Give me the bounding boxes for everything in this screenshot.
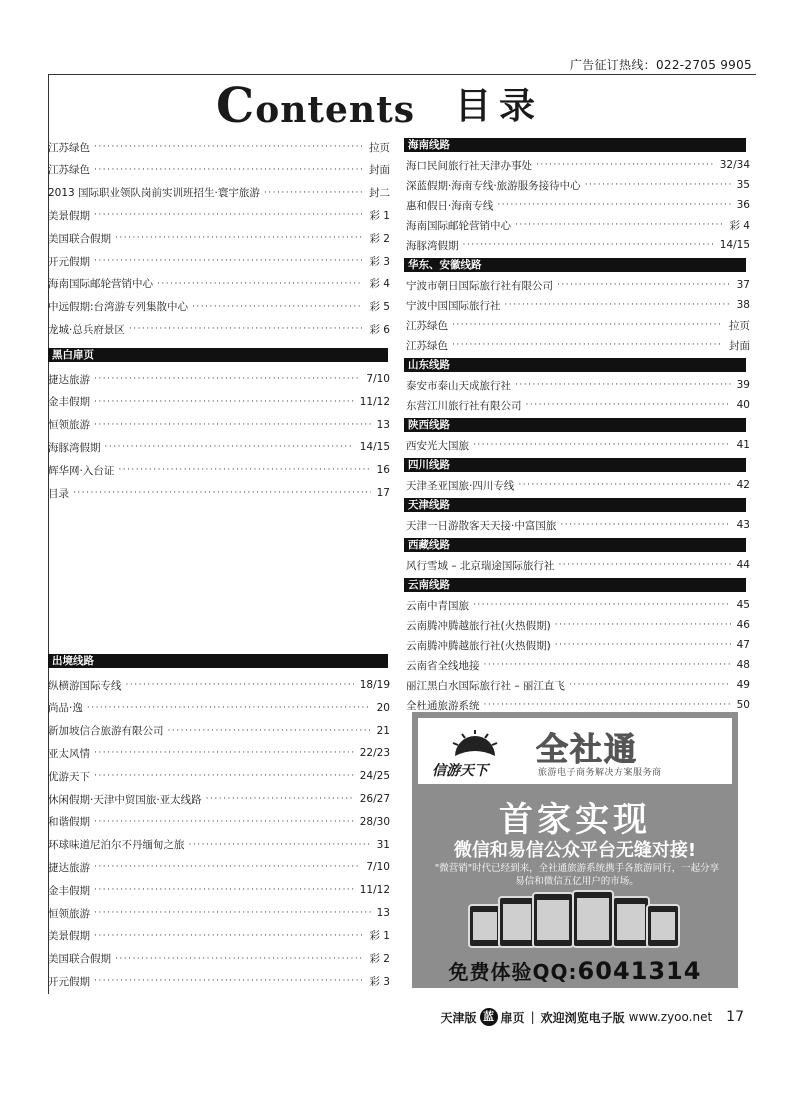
entry-title: 恒领旅游 (48, 419, 90, 432)
dot-leader (555, 639, 731, 651)
entry-title: 和谐假期 (48, 816, 90, 829)
dot-leader (505, 299, 731, 311)
toc-entry[interactable] (48, 722, 390, 740)
dot-leader (94, 141, 363, 153)
entry-title: 金丰假期 (48, 396, 90, 409)
entry-title: 美国联合假期 (48, 953, 111, 966)
entry-title: 惠和假日·海南专线 (406, 199, 494, 212)
dot-leader (129, 323, 364, 335)
sun-logo-icon (450, 728, 500, 758)
entry-title: 江苏绿色 (406, 319, 448, 332)
entry-page: 47 (736, 639, 750, 651)
toc-entry[interactable] (48, 744, 390, 762)
dot-leader (555, 619, 731, 631)
dot-leader (264, 187, 363, 199)
section-header: 云南线路 (404, 578, 746, 592)
entry-page: 拉页 (369, 141, 390, 154)
toc-entry[interactable] (406, 396, 750, 414)
brand-subtitle: 旅游电子商务解决方案服务商 (538, 768, 662, 778)
entry-title: 风行雪域 – 北京瑞途国际旅行社 (406, 559, 555, 572)
toc-entry[interactable] (48, 790, 390, 808)
entry-page: 26/27 (359, 793, 390, 805)
entry-page: 11/12 (359, 395, 390, 408)
toc-entry[interactable] (48, 275, 390, 293)
dot-leader (536, 159, 714, 171)
toc-entry[interactable] (48, 320, 390, 338)
dot-leader (585, 179, 731, 191)
toc-entry[interactable] (48, 252, 390, 270)
entry-title: 江苏绿色 (406, 339, 448, 352)
entry-title: 开元假期 (48, 255, 90, 268)
entry-page: 彩 1 (369, 930, 390, 943)
section-header: 出境线路 (48, 654, 388, 668)
phone-image (468, 904, 502, 948)
entry-title: 天津一日游散客天天接·中富国旅 (406, 519, 557, 532)
free-trial-qq (412, 956, 738, 985)
section-header: 四川线路 (404, 458, 746, 472)
dot-leader (94, 419, 371, 431)
entry-title: 捷达旅游 (48, 373, 90, 386)
page-footer (441, 1008, 744, 1026)
ad-headline-2: 微信和易信公众平台无缝对接! (453, 840, 697, 861)
page-number: 17 (726, 1009, 744, 1025)
dot-leader (157, 278, 363, 290)
dot-leader (94, 975, 363, 987)
entry-page: 43 (736, 519, 750, 531)
brand-name: 全社通 (536, 730, 639, 768)
dot-leader (126, 679, 354, 691)
entry-page: 彩 4 (729, 219, 750, 232)
dot-leader (94, 255, 363, 267)
entry-title: 优游天下 (48, 770, 90, 783)
entry-title: 恒领旅游 (48, 907, 90, 920)
dot-leader (560, 519, 730, 531)
dot-leader (94, 396, 354, 408)
entry-title: 美景假期 (48, 930, 90, 943)
entry-page: 35 (736, 179, 750, 191)
dot-leader (452, 339, 723, 351)
dot-leader (94, 884, 354, 896)
entry-title: 江苏绿色 (48, 164, 90, 177)
section-header: 海南线路 (404, 138, 746, 152)
entry-page: 7/10 (366, 373, 390, 385)
entry-page: 11/12 (359, 884, 390, 897)
section-header: 西藏线路 (404, 538, 746, 552)
toc-entry[interactable] (48, 927, 390, 945)
toc-entry[interactable] (406, 476, 750, 494)
dot-leader (73, 487, 371, 499)
entry-page: 44 (736, 559, 750, 571)
dot-leader (168, 725, 371, 737)
dot-leader (87, 702, 371, 714)
dot-leader (484, 659, 731, 671)
dot-leader (115, 953, 363, 965)
entry-page: 彩 1 (369, 209, 390, 222)
toc-entry[interactable] (406, 376, 750, 394)
page-title (216, 78, 544, 134)
section-label: 扉页 (500, 1010, 525, 1025)
toc-entry[interactable] (48, 881, 390, 899)
entry-title: 海南国际邮轮营销中心 (48, 278, 153, 291)
toc-entry[interactable] (406, 596, 750, 614)
dot-leader (452, 319, 723, 331)
phone-image (612, 896, 650, 948)
entry-page: 彩 3 (369, 975, 390, 988)
toc-entry[interactable] (406, 636, 750, 654)
entry-page: 28/30 (359, 815, 390, 828)
phone-screenshots (468, 890, 682, 948)
entry-page: 45 (736, 599, 750, 611)
entry-title: 天津圣亚国旅·四川专线 (406, 479, 515, 492)
title-cap: C (216, 78, 256, 134)
dot-leader (115, 232, 363, 244)
entry-title: 全杜通旅游系统 (406, 699, 480, 712)
top-rule (48, 74, 756, 75)
ad-header (418, 718, 732, 784)
toc-entry[interactable] (48, 484, 390, 502)
entry-page: 彩 2 (369, 953, 390, 966)
entry-page: 38 (736, 299, 750, 311)
toc-entry[interactable] (406, 616, 750, 634)
entry-title: 云南腾冲腾越旅行社(火热假期) (406, 639, 551, 652)
entry-page: 封面 (729, 339, 750, 352)
dot-leader (497, 199, 730, 211)
title-english (216, 78, 415, 134)
entry-page: 24/25 (359, 770, 390, 783)
entry-page: 46 (736, 619, 750, 631)
qq-number: 6041314 (577, 957, 702, 985)
entry-title: 海豚湾假期 (406, 239, 459, 252)
entry-page: 22/23 (359, 747, 390, 760)
entry-title: 美景假期 (48, 209, 90, 222)
dot-leader (473, 439, 731, 451)
toc-entry[interactable] (406, 556, 750, 574)
entry-page: 21 (376, 724, 390, 737)
toc-entry[interactable] (48, 370, 390, 388)
dot-leader (569, 679, 731, 691)
entry-title: 深蓝假期·海南专线·旅游服务接待中心 (406, 179, 581, 192)
dot-leader (473, 599, 731, 611)
dot-leader (94, 930, 363, 942)
title-rest: ontents (255, 89, 415, 131)
entry-page: 彩 3 (369, 255, 390, 268)
dot-leader (484, 699, 731, 711)
toc-entry[interactable] (48, 416, 390, 434)
entry-page: 16 (376, 464, 390, 477)
toc-entry[interactable] (48, 676, 390, 694)
dot-leader (118, 464, 370, 476)
xinyou-logo (428, 726, 524, 778)
entry-page: 7/10 (366, 861, 390, 874)
ad-hotline: 广告征订热线：022-2705 9905 (569, 58, 752, 72)
toc-entry[interactable] (406, 336, 750, 354)
entry-page: 50 (736, 699, 750, 711)
entry-title: 环球味道尼泊尔不丹缅甸之旅 (48, 839, 185, 852)
toc-entry[interactable] (48, 461, 390, 479)
dot-leader (463, 239, 714, 251)
entry-title: 海口民间旅行社天津办事处 (406, 159, 532, 172)
entry-title: 休闲假期·天津中贸国旅·亚太线路 (48, 793, 202, 806)
toc-entry[interactable] (48, 904, 390, 922)
dot-leader (94, 907, 371, 919)
entry-page: 17 (376, 487, 390, 499)
phone-image (646, 904, 680, 948)
entry-title: 辉华网·入台证 (48, 464, 115, 477)
toc-entry[interactable] (48, 972, 390, 990)
toc-entry[interactable] (48, 950, 390, 968)
toc-entry[interactable] (48, 813, 390, 831)
entry-page: 拉页 (729, 319, 750, 332)
dot-leader (94, 747, 354, 759)
entry-page: 42 (736, 479, 750, 491)
entry-page: 41 (736, 439, 750, 451)
entry-title: 新加坡信合旅游有限公司 (48, 725, 164, 738)
toc-entry[interactable] (48, 298, 390, 316)
entry-page: 32/34 (719, 159, 750, 171)
entry-title: 丽江黑白水国际旅行社 – 丽江直飞 (406, 679, 565, 692)
edition-badge: 蓝 (480, 1008, 498, 1026)
entry-title: 捷达旅游 (48, 861, 90, 874)
toc-entry[interactable] (48, 393, 390, 411)
entry-title: 西安光大国旅 (406, 439, 469, 452)
entry-title: 开元假期 (48, 975, 90, 988)
entry-page: 39 (736, 379, 750, 391)
entry-page: 49 (736, 679, 750, 691)
entry-title: 金丰假期 (48, 884, 90, 897)
entry-page: 36 (736, 199, 750, 211)
entry-title: 中远假期:台湾游专列集散中心 (48, 301, 189, 314)
dot-leader (94, 770, 354, 782)
entry-page: 彩 5 (369, 301, 390, 314)
toc-entry[interactable] (48, 161, 390, 179)
entry-page: 14/15 (359, 441, 390, 454)
entry-title: 江苏绿色 (48, 141, 90, 154)
dot-leader (518, 479, 730, 491)
ad-headline: 首家实现 (499, 800, 651, 840)
entry-title: 龙城·总兵府景区 (48, 323, 125, 336)
entry-page: 彩 2 (369, 232, 390, 245)
dot-leader (557, 279, 731, 291)
entry-page: 13 (376, 907, 390, 919)
entry-title: 美国联合假期 (48, 232, 111, 245)
toc-entry[interactable] (406, 276, 750, 294)
phone-image (572, 890, 614, 948)
entry-title: 云南中青国旅 (406, 599, 469, 612)
free-label: 免费体验QQ: (448, 960, 578, 984)
dot-leader (558, 559, 730, 571)
section-header: 天津线路 (404, 498, 746, 512)
toc-entry[interactable] (48, 184, 390, 202)
toc-entry[interactable] (406, 176, 750, 194)
section-header: 陕西线路 (404, 418, 746, 432)
entry-title: 海南国际邮轮营销中心 (406, 219, 511, 232)
dot-leader (515, 379, 731, 391)
toc-entry[interactable] (48, 767, 390, 785)
toc-entry[interactable] (48, 438, 390, 456)
toc-entry[interactable] (48, 836, 390, 854)
entry-title: 2013 国际职业领队岗前实训班招生·寰宇旅游 (48, 187, 260, 200)
toc-entry[interactable] (406, 316, 750, 334)
toc-entry[interactable] (48, 206, 390, 224)
entry-title: 泰安市泰山天成旅行社 (406, 379, 511, 392)
dot-leader (515, 219, 723, 231)
toc-entry[interactable] (406, 296, 750, 314)
dot-leader (94, 861, 360, 873)
dot-leader (94, 209, 363, 221)
dot-leader (192, 301, 363, 313)
ad-body-text: "微营销"时代已经到来，全社通旅游系统携手各旅游同行，一起分享易信和微信五亿用户的市场。 (434, 863, 720, 887)
entry-title: 东营江川旅行社有限公司 (406, 399, 522, 412)
edition-label: 天津版 (440, 1010, 477, 1025)
entry-page: 20 (376, 701, 390, 714)
entry-page: 14/15 (719, 239, 750, 251)
entry-title: 目录 (48, 487, 69, 500)
toc-entry[interactable] (406, 196, 750, 214)
entry-title: 纵横游国际专线 (48, 679, 122, 692)
section-header: 黑白扉页 (48, 348, 388, 362)
footer-separator: | (530, 1010, 535, 1024)
section-header: 山东线路 (404, 358, 746, 372)
dot-leader (94, 164, 363, 176)
entry-title: 云南腾冲腾越旅行社(火热假期) (406, 619, 551, 632)
toc-entry[interactable] (406, 436, 750, 454)
entry-title: 宁波中国国际旅行社 (406, 299, 501, 312)
entry-title: 亚太风情 (48, 747, 90, 760)
entry-title: 云南省全线地接 (406, 659, 480, 672)
entry-page: 31 (376, 838, 390, 851)
dot-leader (105, 441, 354, 453)
entry-page: 18/19 (359, 679, 390, 691)
dot-leader (206, 793, 354, 805)
quanshetong-advertisement[interactable] (412, 712, 738, 988)
dot-leader (526, 399, 731, 411)
entry-title: 尚品·逸 (48, 702, 83, 715)
entry-page: 40 (736, 399, 750, 411)
entry-page: 48 (736, 659, 750, 671)
entry-page: 彩 6 (369, 323, 390, 336)
entry-page: 封面 (369, 164, 390, 177)
dot-leader (189, 839, 371, 851)
brand-left-text: 信游天下 (432, 763, 488, 779)
toc-entry[interactable] (48, 138, 390, 156)
entry-title: 海豚湾假期 (48, 441, 101, 454)
toc-entry[interactable] (406, 516, 750, 534)
entry-page: 37 (736, 279, 750, 291)
dot-leader (94, 816, 354, 828)
dot-leader (94, 373, 360, 385)
toc-entry[interactable] (406, 656, 750, 674)
toc-entry[interactable] (48, 858, 390, 876)
welcome-text: 欢迎浏览电子版 (540, 1010, 625, 1025)
title-chinese: 目录 (455, 86, 544, 127)
entry-title: 宁波市朝日国际旅行社有限公司 (406, 279, 553, 292)
phone-image (498, 896, 536, 948)
website-link[interactable]: www.zyoo.net (628, 1010, 713, 1024)
toc-entry[interactable] (48, 229, 390, 247)
toc-entry[interactable] (406, 236, 750, 254)
toc-entry[interactable] (406, 156, 750, 174)
entry-page: 彩 4 (369, 278, 390, 291)
entry-page: 封二 (369, 187, 390, 200)
toc-entry[interactable] (406, 216, 750, 234)
entry-page: 13 (376, 418, 390, 431)
toc-entry[interactable] (48, 699, 390, 717)
toc-entry[interactable] (406, 676, 750, 694)
section-header: 华东、安徽线路 (404, 258, 746, 272)
phone-image (532, 892, 574, 948)
